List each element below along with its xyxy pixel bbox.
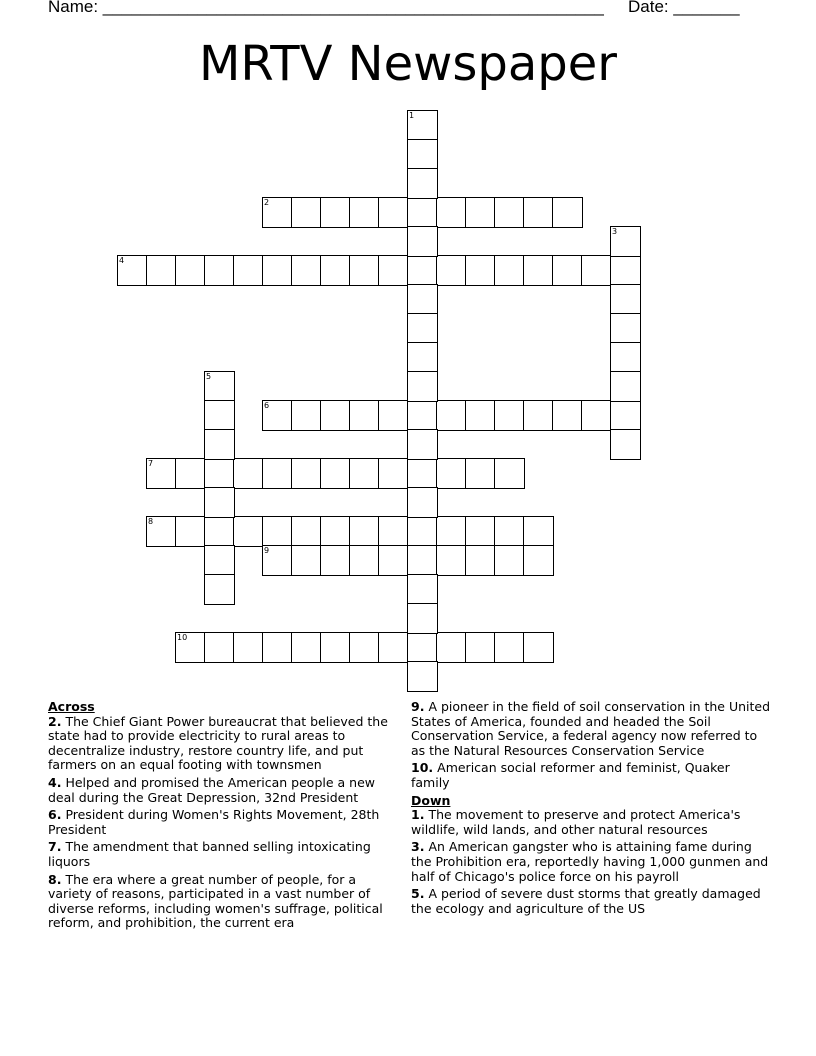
clue-text: President during Women's Rights Movement, 28th President [48,807,380,837]
crossword-cell[interactable] [233,516,264,547]
clue-down-1 [411,808,771,837]
cell-number: 1 [409,111,415,120]
crossword-cell[interactable] [610,284,641,315]
clue-number: 1. [411,807,425,823]
crossword-cell[interactable] [407,226,438,257]
cell-number: 8 [148,517,154,526]
crossword-cell[interactable] [233,255,264,286]
crossword-cell[interactable] [610,429,641,460]
crossword-cell[interactable] [378,545,409,576]
crossword-cell[interactable] [262,545,293,576]
clue-across-8 [48,873,398,931]
clue-number: 9. [411,699,425,714]
crossword-cell[interactable] [262,458,293,489]
crossword-cell[interactable] [494,458,525,489]
crossword-cell[interactable] [146,516,177,547]
clue-number: 2. [48,713,62,729]
crossword-cell[interactable] [291,545,322,576]
clues-column-right [411,700,771,919]
cell-number: 7 [148,459,154,468]
crossword-cell[interactable] [291,400,322,431]
clue-number: 10. [411,760,434,776]
crossword-cell[interactable] [610,255,641,286]
crossword-cell[interactable] [465,545,496,576]
crossword-cell[interactable] [610,313,641,344]
crossword-cell[interactable] [378,255,409,286]
crossword-cell[interactable] [378,458,409,489]
crossword-cell[interactable] [204,371,235,402]
cell-number: 3 [612,227,618,236]
crossword-cell[interactable] [262,400,293,431]
clue-number: 8. [48,871,62,887]
crossword-cell[interactable] [610,226,641,257]
crossword-cell[interactable] [436,458,467,489]
clue-text: The amendment that banned selling intoxicating liquors [48,839,371,869]
clue-number: 6. [48,807,62,823]
down-heading: Down [411,792,451,808]
crossword-cell[interactable] [436,400,467,431]
crossword-cell[interactable] [204,632,235,663]
crossword-cell[interactable] [407,197,438,228]
crossword-cell[interactable] [407,516,438,547]
crossword-cell[interactable] [291,632,322,663]
crossword-cell[interactable] [262,255,293,286]
crossword-cell[interactable] [204,516,235,547]
crossword-cell[interactable] [494,632,525,663]
crossword-cell[interactable] [407,429,438,460]
crossword-cell[interactable] [436,632,467,663]
crossword-cell[interactable] [349,516,380,547]
crossword-cell[interactable] [291,516,322,547]
cell-number: 9 [264,546,270,555]
clue-text: A pioneer in the field of soil conservation in the United States of America, founded and headed the Soil Conservation Service, a federal agency now referred to as the Natural Resources Conservation Service [411,699,771,758]
crossword-cell[interactable] [581,400,612,431]
crossword-cell[interactable] [436,255,467,286]
crossword-cell[interactable] [436,545,467,576]
crossword-cell[interactable] [407,661,438,692]
crossword-cell[interactable] [581,255,612,286]
crossword-cell[interactable] [407,313,438,344]
crossword-cell[interactable] [175,458,206,489]
cell-number: 2 [264,198,270,207]
crossword-cell[interactable] [175,632,206,663]
clue-text: An American gangster who is attaining fame during the Prohibition era, reportedly having 1,000 gunmen and half of Chicago's police force on his payroll [411,839,769,884]
crossword-cell[interactable] [610,342,641,373]
crossword-cell[interactable] [204,400,235,431]
crossword-cell[interactable] [407,574,438,605]
crossword-cell[interactable] [407,110,438,141]
crossword-cell[interactable] [291,458,322,489]
clue-number: 4. [48,774,62,790]
clue-text: The era where a great number of people, for a variety of reasons, participated in a vast number of diverse reforms, including women's suffrage, political reform, and prohibition, the current era [48,871,383,931]
crossword-cell[interactable] [610,400,641,431]
clue-down-5 [411,887,771,916]
crossword-cell[interactable] [407,400,438,431]
crossword-cell[interactable] [204,458,235,489]
crossword-cell[interactable] [465,458,496,489]
across-heading: Across [48,699,95,714]
crossword-cell[interactable] [523,255,554,286]
crossword-cell[interactable] [465,632,496,663]
clue-down-3 [411,840,771,884]
crossword-cell[interactable] [291,197,322,228]
crossword-cell[interactable] [552,400,583,431]
clue-across-9 [411,700,771,758]
cell-number: 5 [206,372,212,381]
clue-across-4 [48,776,398,805]
crossword-cell[interactable] [407,168,438,199]
clue-number: 5. [411,886,425,902]
crossword-cell[interactable] [204,574,235,605]
crossword-cell[interactable] [320,400,351,431]
clue-across-10 [411,761,771,790]
clue-text: The Chief Giant Power bureaucrat that believed the state had to provide electricity to rural areas to decentralize industry, restore country life, and put farmers on an equal footing with townsmen [48,713,388,773]
crossword-cell[interactable] [204,255,235,286]
crossword-cell[interactable] [494,545,525,576]
crossword-cell[interactable] [378,400,409,431]
crossword-cell[interactable] [407,342,438,373]
crossword-cell[interactable] [407,632,438,663]
crossword-cell[interactable] [349,458,380,489]
clue-across-2 [48,715,398,773]
crossword-cell[interactable] [407,139,438,170]
crossword-cell[interactable] [494,255,525,286]
crossword-cell[interactable] [465,255,496,286]
crossword-cell[interactable] [175,255,206,286]
crossword-cell[interactable] [262,516,293,547]
clue-text: The movement to preserve and protect America's wildlife, wild lands, and other natural resources [411,807,741,837]
crossword-cell[interactable] [378,632,409,663]
crossword-cell[interactable] [233,632,264,663]
crossword-cell[interactable] [523,197,554,228]
crossword-cell[interactable] [494,197,525,228]
crossword-cell[interactable] [523,545,554,576]
crossword-cell[interactable] [407,545,438,576]
crossword-cell[interactable] [494,516,525,547]
crossword-cell[interactable] [523,516,554,547]
crossword-cell[interactable] [320,197,351,228]
clue-text: Helped and promised the American people a new deal during the Great Depression, 32nd President [48,774,375,805]
crossword-cell[interactable] [349,545,380,576]
crossword-cell[interactable] [262,197,293,228]
crossword-cell[interactable] [320,458,351,489]
crossword-cell[interactable] [204,487,235,518]
clue-number: 3. [411,839,425,855]
crossword-cell[interactable] [320,516,351,547]
crossword-cell[interactable] [407,284,438,315]
cell-number: 4 [119,256,125,265]
date-field-label[interactable]: Date: _______ [628,0,740,16]
crossword-cell[interactable] [204,429,235,460]
crossword-cell[interactable] [146,458,177,489]
crossword-cell[interactable] [610,371,641,402]
crossword-cell[interactable] [175,516,206,547]
crossword-cell[interactable] [465,516,496,547]
crossword-cell[interactable] [349,632,380,663]
crossword-cell[interactable] [291,255,322,286]
crossword-cell[interactable] [465,400,496,431]
crossword-cell[interactable] [320,545,351,576]
crossword-cell[interactable] [494,400,525,431]
cell-number: 10 [177,633,188,642]
crossword-cell[interactable] [465,197,496,228]
crossword-cell[interactable] [436,197,467,228]
clue-across-7 [48,840,398,869]
crossword-cell[interactable] [407,255,438,286]
crossword-cell[interactable] [146,255,177,286]
name-field-label[interactable]: Name: _____________________________________________________ [48,0,604,16]
crossword-cell[interactable] [407,458,438,489]
crossword-cell[interactable] [407,487,438,518]
crossword-cell[interactable] [378,197,409,228]
crossword-cell[interactable] [233,458,264,489]
crossword-cell[interactable] [407,371,438,402]
page-title: MRTV Newspaper [198,36,617,92]
crossword-cell[interactable] [349,197,380,228]
crossword-cell[interactable] [378,516,409,547]
cell-number: 6 [264,401,270,410]
crossword-cell[interactable] [262,632,293,663]
crossword-cell[interactable] [523,632,554,663]
crossword-cell[interactable] [552,197,583,228]
crossword-cell[interactable] [117,255,148,286]
crossword-cell[interactable] [204,545,235,576]
crossword-cell[interactable] [320,255,351,286]
crossword-cell[interactable] [436,516,467,547]
crossword-cell[interactable] [349,255,380,286]
clues-column-left [48,700,398,934]
clue-text: A period of severe dust storms that greatly damaged the ecology and agriculture of the US [411,886,761,916]
crossword-cell[interactable] [523,400,554,431]
clue-number: 7. [48,839,62,855]
crossword-cell[interactable] [349,400,380,431]
clue-text: American social reformer and feminist, Quaker family [411,760,730,790]
crossword-cell[interactable] [407,603,438,634]
crossword-cell[interactable] [320,632,351,663]
clue-across-6 [48,808,398,837]
crossword-cell[interactable] [552,255,583,286]
